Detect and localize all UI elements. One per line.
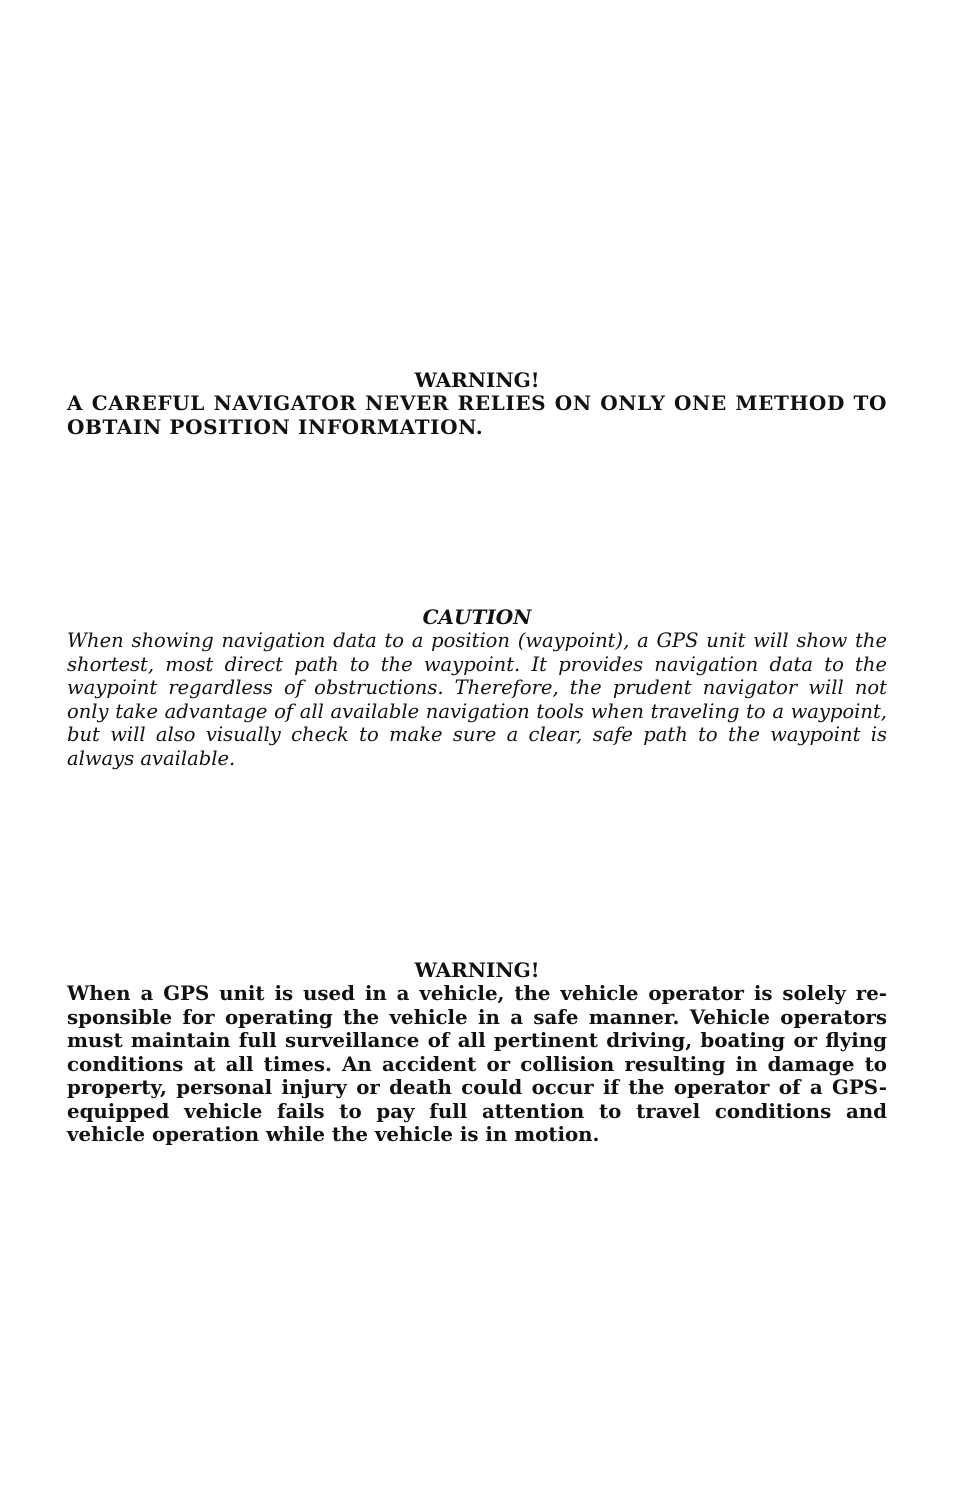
- caution-notice: [67, 605, 887, 770]
- warning-text: When a GPS unit is used in a vehicle, the vehicle operator is solely responsible for operating the vehicle in a safe manner. Vehicle operators must maintain full surveillance of all pertinent driving, boating or flying conditions at all times. An accident or collision resulting in damage to property, personal injury or death could occur if the operator of a GPS-equipped vehicle fails to pay full attention to travel conditions and vehicle operation while the vehicle is in motion.: [67, 981, 887, 1146]
- warning-text: A CAREFUL NAVIGATOR NEVER RELIES ON ONLY ONE METHOD TO OBTAIN POSITION INFORMATION.: [67, 391, 887, 439]
- caution-text: When showing navigation data to a position (waypoint), a GPS unit will show the shortest, most direct path to the waypoint. It provides navigation data to the waypoint regardless of obstructions. Therefore, the prudent navigator will not only take advantage of all available navigation tools when traveling to a waypoint, but will also visually check to make sure a clear, safe path to the waypoint is always available.: [67, 629, 887, 770]
- warning-notice-vehicle: [67, 958, 887, 1147]
- warning-heading: WARNING!: [414, 958, 540, 982]
- warning-heading: WARNING!: [414, 368, 540, 392]
- warning-notice-position: [67, 368, 887, 439]
- caution-heading: CAUTION: [422, 605, 532, 629]
